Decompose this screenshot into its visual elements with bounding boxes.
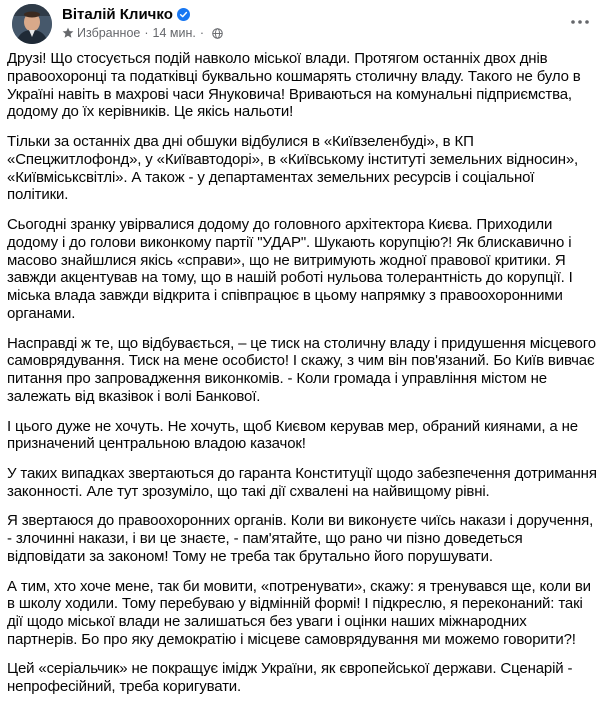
meta-separator-2: · (199, 26, 205, 40)
favorites-label[interactable]: Избранное (77, 26, 141, 40)
star-icon (62, 27, 74, 39)
post-paragraph-4: Насправді ж те, що відбувається, – це тиск на столичну владу і придушення місцевого самоврядування. Тиск на мене особисто! І скажу, з чим він пов'язаний. Бо Київ вивчає питання про запровадження виконкомів. - Коли громада і управління містом не залежать від вказівок і волі Банкової. (7, 334, 596, 405)
post-paragraph-9: Цей «серіальчик» не покращує імідж України, як європейської держави. Сценарій - непрофесійний, треба коригувати. (7, 660, 573, 696)
author-avatar[interactable] (12, 4, 52, 44)
post-paragraph-6: У таких випадках звертаються до гаранта Конституції щодо забезпечення дотримання законності. Але тут зрозуміло, що такі дії схвалені на найвищому рівні. (7, 464, 597, 500)
verified-badge-icon (177, 8, 190, 21)
post-paragraph-5: І цього дуже не хочуть. Не хочуть, щоб Києвом керував мер, обраний киянами, а не призначений центральною владою казачок! (7, 417, 578, 453)
post-paragraph-8: А тим, хто хоче мене, так би мовити, «потренувати», скажу: я тренувався ще, коли ви в школу ходили. Тому перебуваю у відмінній формі! І підкреслю, я переконаний: такі дії щодо міської влади не залишаться без уваги і оцінки наших міжнародних партнерів. Бо про яку демократію і місцеве самоврядування ми можемо говорити?! (7, 577, 591, 648)
post-body (7, 50, 597, 708)
author-row (62, 6, 190, 23)
meta-separator: · (144, 26, 149, 40)
post-paragraph-7: Я звертаюся до правоохоронних органів. Коли ви виконуєте чиїсь накази і доручення, - злочинні накази, і ви це знаєте, - пам'ятайте, що рано чи пізно доведеться відповідати за законом! Тому не треба так брутально його порушувати. (7, 512, 594, 565)
post-paragraph-1: Друзі! Що стосується подій навколо міської влади. Протягом останніх двох днів правоохоронці та податківці буквально кошмарять столичну владу. Такого не було в Україні навіть в махрові часи Януковича! Вриваються на комунальні підприємства, додому до їх керівників. Це якісь нальоти! (7, 50, 581, 121)
post-paragraph-2: Тільки за останніх два дні обшуки відбулися в «Київзеленбуді», в КП «Спецжитлофонд», у «Київавтодорі», в «Київському інституті земельних відносин», «Київміськсвітлі». А також - у департаментах земельних ресурсів і соціальної політики. (7, 132, 579, 204)
author-name[interactable]: Віталій Кличко (62, 6, 173, 23)
post-header (0, 0, 603, 46)
more-options-icon[interactable] (569, 11, 591, 33)
post-timestamp[interactable]: 14 мин. (152, 26, 196, 40)
globe-icon[interactable] (212, 28, 223, 39)
post-paragraph-3: Сьогодні зранку увірвалися додому до головного архітектора Києва. Приходили додому і до голови виконкому партії "УДАР". Шукають корупцію?! Як блискавично і масово знайшлися якісь «справи», що не витримують жодної правової критики. Я завжди акцентував на тому, що в нашій роботі нульова толерантність до корупції. І міська влада завжди відкрита і співпрацює в цьому напрямку з правоохоронними органами. (7, 215, 573, 322)
post-meta (62, 26, 223, 40)
avatar-image (12, 4, 52, 44)
